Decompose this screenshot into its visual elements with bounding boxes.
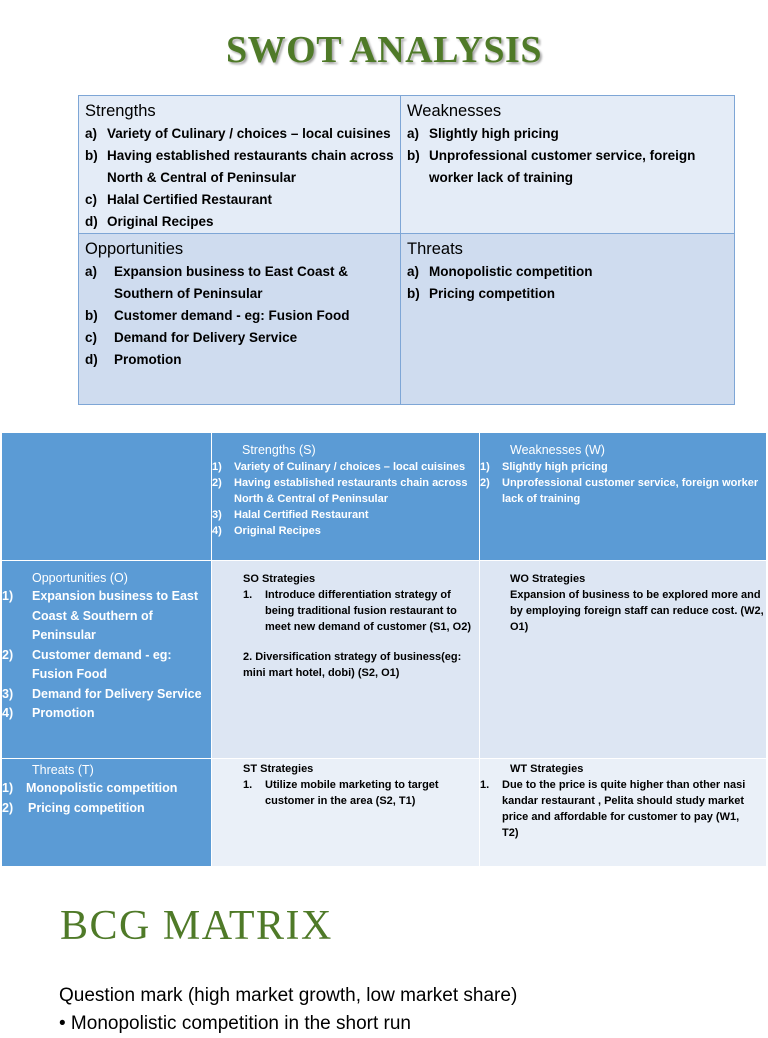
st-strategies-heading: ST Strategies: [243, 763, 314, 775]
list-item: a) Variety of Culinary / choices – local cuisines: [85, 126, 391, 141]
list-item: c) Demand for Delivery Service: [85, 330, 298, 345]
list-item: 1. Utilize mobile marketing to target customer in the area (S2, T1): [243, 779, 439, 807]
list-item: 1. Due to the price is quite higher than other nasi kandar restaurant , Pelita should study market price and affordable for customer to pay (W1, T2): [480, 779, 746, 839]
swot-strengths-cell: [79, 96, 401, 233]
list-item: 1) Variety of Culinary / choices – local cuisines: [212, 461, 466, 473]
page-title: SWOT ANALYSIS: [226, 29, 542, 71]
list-item: Expansion of business to be explored more and by employing foreign staff can reduce cost. (W2, O1): [510, 589, 764, 633]
swot-weaknesses-cell: [401, 96, 734, 233]
list-item: b) Having established restaurants chain across North & Central of Peninsular: [85, 148, 394, 185]
tows-weaknesses-heading: Weaknesses (W): [510, 443, 605, 457]
bcg-title: BCG MATRIX: [60, 903, 333, 949]
tows-st-cell: [212, 759, 480, 866]
list-item: b) Pricing competition: [407, 286, 556, 301]
list-item: d) Original Recipes: [85, 214, 214, 229]
tows-strengths-cell: [212, 433, 480, 561]
tows-weaknesses-cell: [480, 433, 766, 561]
list-item: a) Slightly high pricing: [407, 126, 559, 141]
tows-strengths-heading: Strengths (S): [242, 443, 316, 457]
swot-opportunities-cell: [79, 233, 401, 404]
list-item: 2) Pricing competition: [2, 800, 145, 815]
tows-so-cell: [212, 561, 480, 759]
list-item: 4) Original Recipes: [212, 525, 321, 537]
list-item: a) Expansion business to East Coast & Southern of Peninsular: [85, 264, 349, 301]
swot-threats-heading: Threats: [407, 240, 463, 258]
swot-weaknesses-heading: Weaknesses: [407, 102, 502, 120]
list-item: a) Monopolistic competition: [407, 264, 593, 279]
tows-threats-heading: Threats (T): [32, 763, 94, 777]
list-item: d) Promotion: [85, 352, 182, 367]
list-item: 1. Introduce differentiation strategy of being traditional fusion restaurant to meet new demand of customer (S1, O2): [243, 589, 471, 633]
bcg-bullet-item: • Monopolistic competition in the short run: [59, 1013, 411, 1034]
list-item: 3) Demand for Delivery Service: [2, 686, 202, 701]
tows-wo-cell: [480, 561, 766, 759]
list-item: c) Halal Certified Restaurant: [85, 192, 273, 207]
tows-opportunities-cell: [2, 561, 212, 759]
list-item: 1) Monopolistic competition: [2, 781, 178, 795]
swot-threats-cell: [401, 233, 734, 404]
list-item: 2) Customer demand - eg: Fusion Food: [2, 647, 172, 681]
swot-opportunities-heading: Opportunities: [85, 240, 184, 258]
list-item: 2) Unprofessional customer service, foreign worker lack of training: [480, 477, 759, 505]
tows-threats-cell: [2, 759, 212, 866]
wo-strategies-heading: WO Strategies: [510, 573, 586, 585]
list-item: 2) Having established restaurants chain across North & Central of Peninsular: [212, 477, 468, 505]
tows-wt-cell: [480, 759, 766, 866]
tows-corner-cell: [2, 433, 212, 561]
tows-matrix: [2, 433, 766, 866]
bcg-question-mark-line: Question mark (high market growth, low market share): [59, 985, 518, 1006]
so-strategies-heading: SO Strategies: [243, 573, 316, 585]
list-item: 1) Expansion business to East Coast & Southern of Peninsular: [2, 589, 199, 642]
list-item: 1) Slightly high pricing: [480, 461, 608, 473]
list-item: 3) Halal Certified Restaurant: [212, 509, 369, 521]
list-item: b) Unprofessional customer service, foreign worker lack of training: [407, 148, 696, 185]
swot-table: [78, 95, 735, 405]
list-item: 4) Promotion: [2, 706, 95, 720]
tows-opportunities-heading: Opportunities (O): [32, 571, 128, 585]
list-item: b) Customer demand - eg: Fusion Food: [85, 308, 350, 323]
wt-strategies-heading: WT Strategies: [510, 763, 584, 775]
swot-strengths-heading: Strengths: [85, 102, 156, 120]
list-item: 2. Diversification strategy of business(eg: mini mart hotel, dobi) (S2, O1): [243, 651, 462, 679]
